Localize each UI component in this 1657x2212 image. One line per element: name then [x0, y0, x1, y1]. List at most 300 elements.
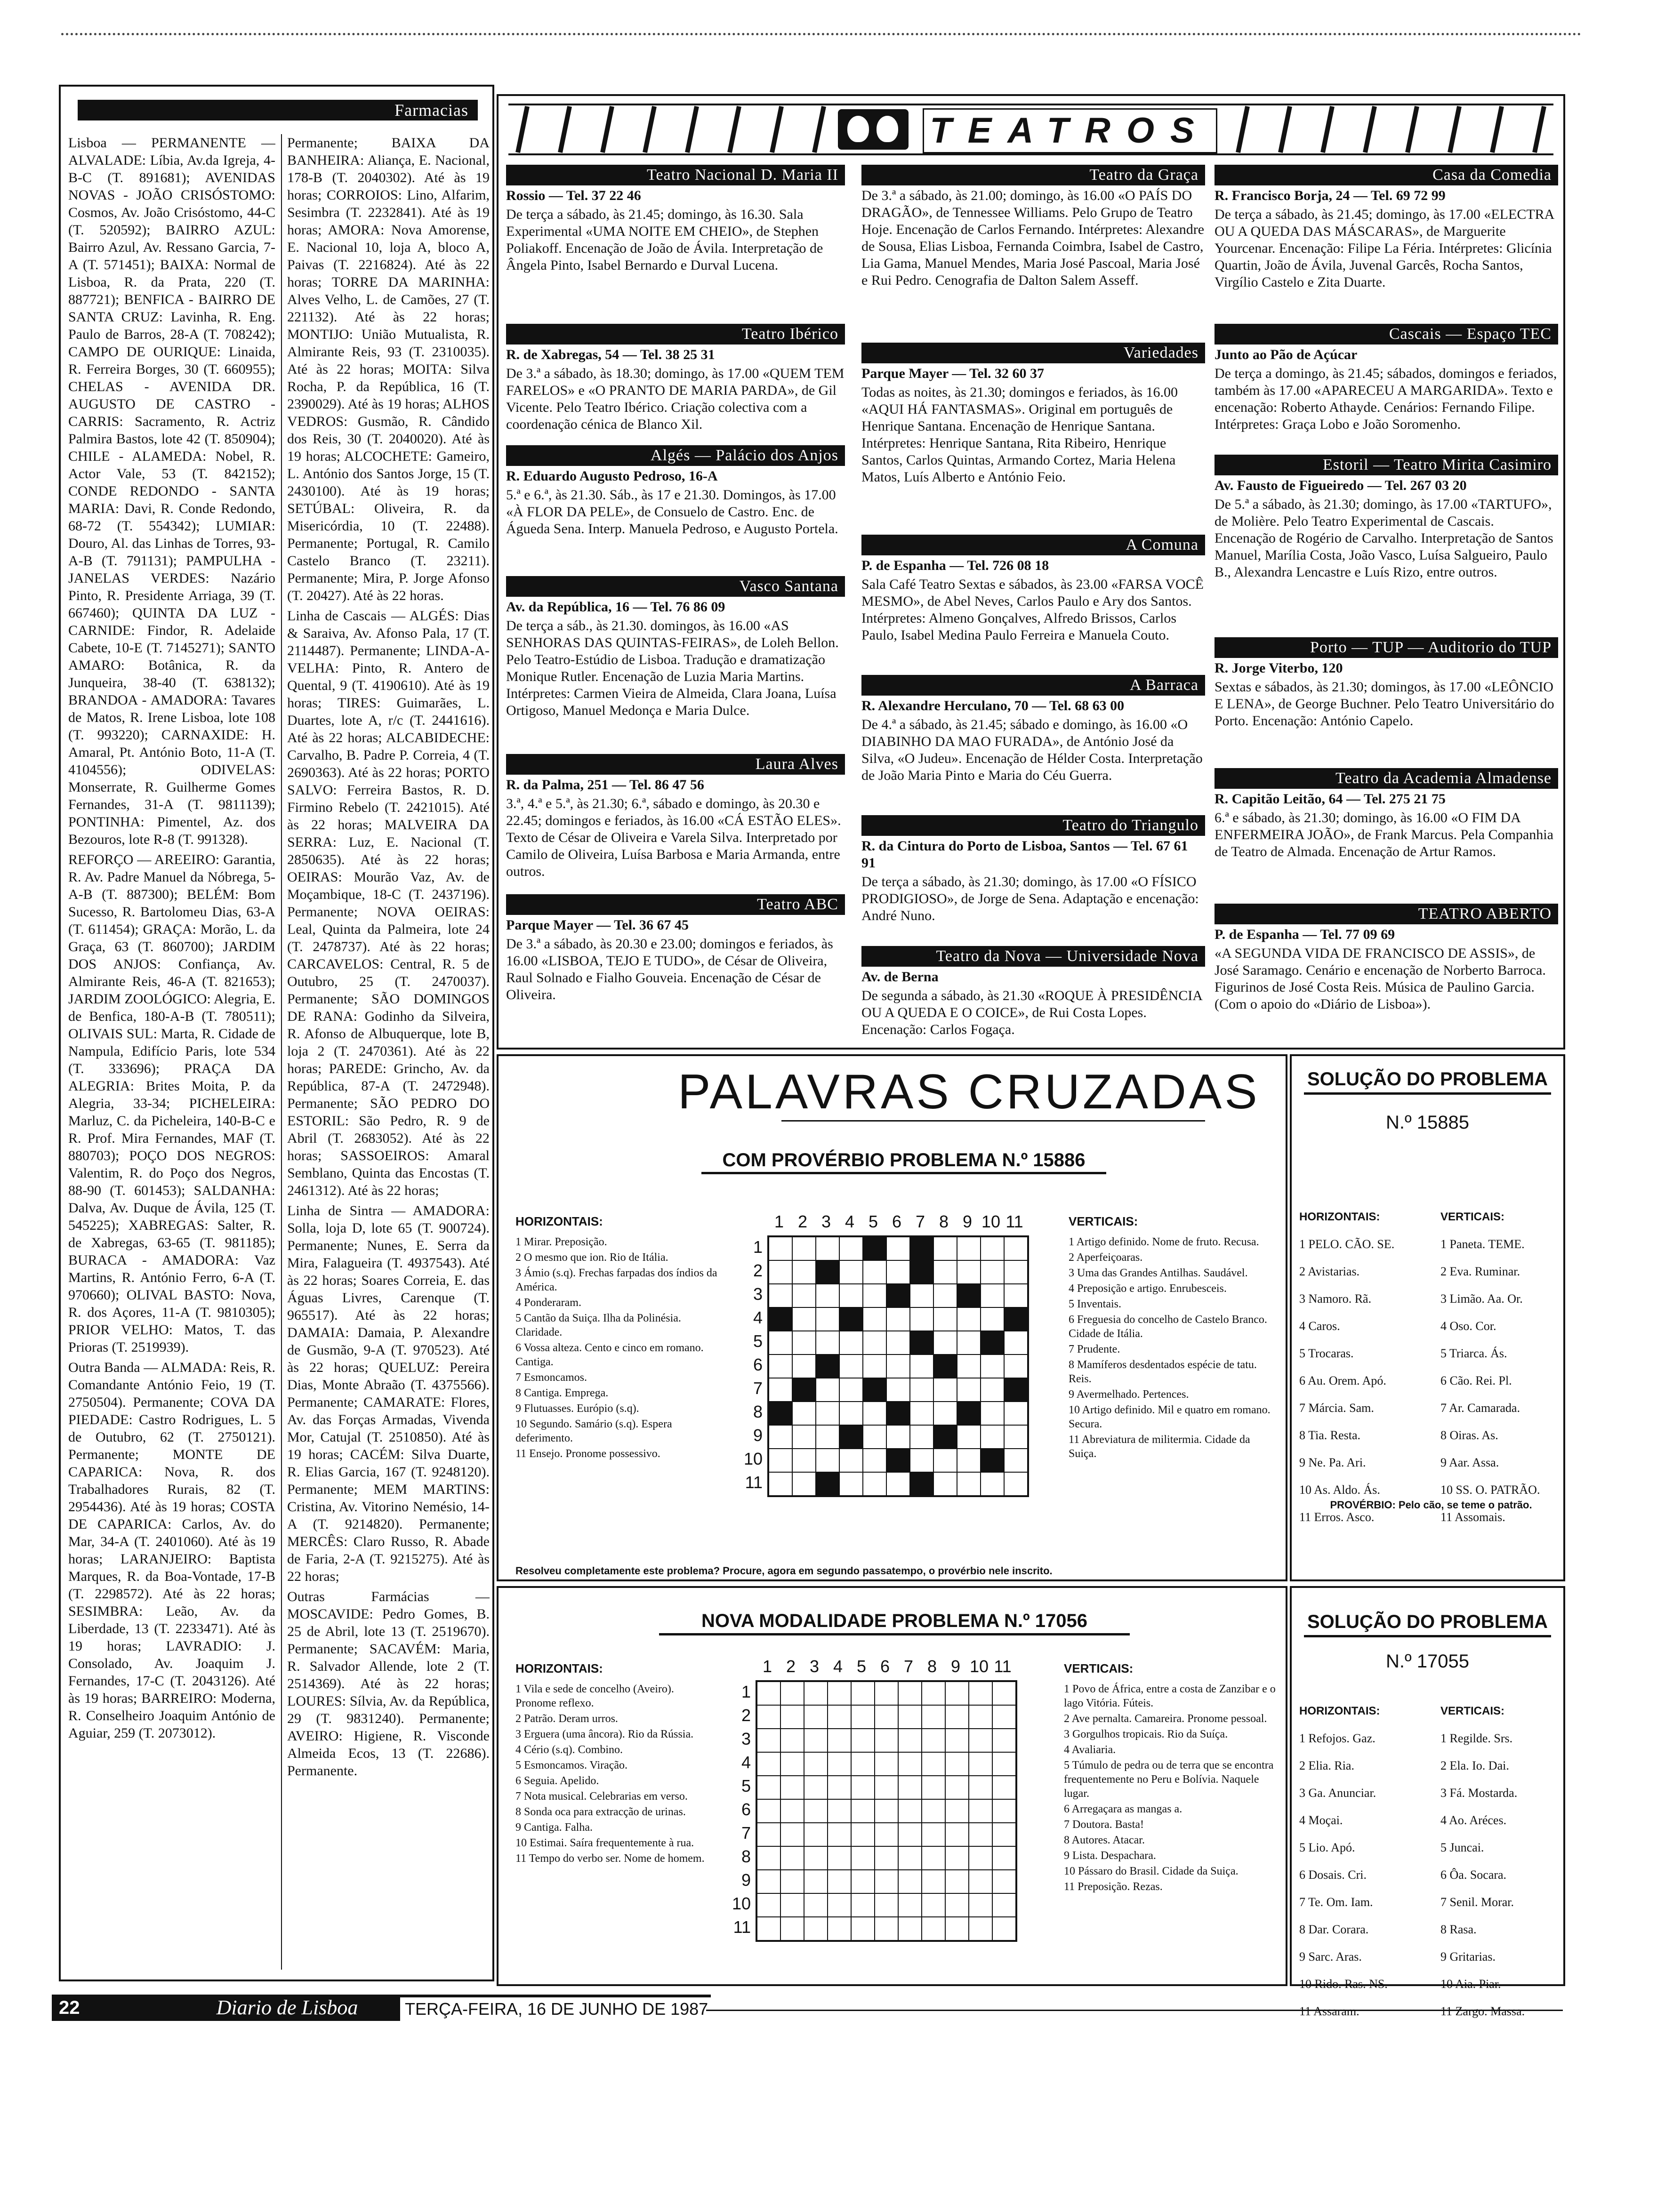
- grid-cell[interactable]: [945, 1752, 969, 1776]
- grid-cell[interactable]: [816, 1449, 839, 1472]
- grid-cell[interactable]: [792, 1425, 816, 1449]
- solution-vertical: 9 Gritarias.: [1440, 1950, 1496, 1964]
- grid-cell[interactable]: [910, 1402, 933, 1425]
- grid-cell[interactable]: [957, 1331, 981, 1354]
- grid-cell[interactable]: [945, 1917, 969, 1940]
- grid-cell[interactable]: [828, 1917, 851, 1940]
- grid-cell[interactable]: [816, 1378, 839, 1402]
- grid-cell[interactable]: [804, 1846, 828, 1870]
- a-barraca-title: A Barraca: [861, 675, 1205, 696]
- solution-2-horizontais: [1299, 1731, 1440, 2019]
- grid-cell[interactable]: [792, 1260, 816, 1284]
- grid-cell[interactable]: [945, 1823, 969, 1846]
- grid-cell[interactable]: [945, 1846, 969, 1870]
- clue-horizontal: 4 Ponderaram.: [515, 1297, 581, 1309]
- grid-cell[interactable]: [757, 1846, 780, 1870]
- grid-row-number: 3: [753, 1284, 763, 1304]
- grid-cell[interactable]: [1004, 1331, 1028, 1354]
- grid-cell[interactable]: [804, 1870, 828, 1893]
- grid-cell[interactable]: [769, 1449, 792, 1472]
- grid-cell[interactable]: [828, 1823, 851, 1846]
- grid-cell[interactable]: [863, 1449, 886, 1472]
- grid-cell[interactable]: [780, 1705, 804, 1729]
- grid-cell[interactable]: [886, 1237, 910, 1260]
- grid-cell[interactable]: [922, 1893, 945, 1917]
- grid-row-number: 11: [733, 1917, 751, 1937]
- grid-cell[interactable]: [922, 1705, 945, 1729]
- grid-cell[interactable]: [780, 1729, 804, 1752]
- grid-column-number: 5: [868, 1212, 878, 1231]
- grid-cell[interactable]: [992, 1893, 1016, 1917]
- grid-cell[interactable]: [933, 1237, 957, 1260]
- grid-cell[interactable]: [969, 1752, 992, 1776]
- grid-cell[interactable]: [886, 1354, 910, 1378]
- grid-cell[interactable]: [757, 1917, 780, 1940]
- grid-cell[interactable]: [757, 1893, 780, 1917]
- grid-cell[interactable]: [863, 1307, 886, 1331]
- teatro-nova-title: Teatro da Nova — Universidade Nova: [861, 946, 1205, 967]
- grid-cell[interactable]: [839, 1331, 863, 1354]
- grid-cell[interactable]: [981, 1260, 1004, 1284]
- grid-cell[interactable]: [886, 1378, 910, 1402]
- grid-cell[interactable]: [910, 1472, 933, 1496]
- grid-row-number: 9: [753, 1426, 763, 1445]
- clue-horizontal: 7 Nota musical. Celebrarias em verso.: [515, 1790, 688, 1803]
- grid-cell[interactable]: [839, 1472, 863, 1496]
- grid-cell[interactable]: [780, 1776, 804, 1799]
- espaco-tec-body: De terça a domingo, às 21.45; sábados, domingos e feriados, também às 17.00 «APARECEU A MARGARIDA». Texto e encenação: Roberto Athayde. Cenários: Fernando Filipe. Intérpretes: Graça Lobo e João Soromenho.: [1215, 366, 1557, 432]
- grid-cell[interactable]: [757, 1776, 780, 1799]
- teatros-column-2: [861, 165, 1205, 1045]
- grid-cell[interactable]: [886, 1331, 910, 1354]
- grid-cell[interactable]: [933, 1354, 957, 1378]
- grid-cell[interactable]: [851, 1682, 875, 1705]
- clue-horizontal: 5 Cantão da Suiça. Ilha da Polinésia. Claridade.: [515, 1312, 681, 1338]
- grid-cell[interactable]: [816, 1260, 839, 1284]
- solution-vertical: 10 Aia. Piar.: [1440, 1977, 1501, 1991]
- grid-cell[interactable]: [851, 1893, 875, 1917]
- grid-cell[interactable]: [769, 1237, 792, 1260]
- grid-cell[interactable]: [922, 1752, 945, 1776]
- grid-cell[interactable]: [922, 1799, 945, 1823]
- grid-cell[interactable]: [910, 1237, 933, 1260]
- grid-cell[interactable]: [863, 1425, 886, 1449]
- theatre-masks-icon: [838, 109, 909, 150]
- grid-cell[interactable]: [780, 1893, 804, 1917]
- grid-cell[interactable]: [898, 1870, 922, 1893]
- grid-cell[interactable]: [757, 1729, 780, 1752]
- clue-vertical: 5 Túmulo de pedra ou de terra que se encontra frequentemente no Peru e Bolívia. Naquele lugar.: [1064, 1759, 1274, 1800]
- palacio-anjos-entry: [506, 468, 845, 576]
- grid-cell[interactable]: [792, 1331, 816, 1354]
- grid-cell[interactable]: [945, 1729, 969, 1752]
- grid-cell[interactable]: [922, 1776, 945, 1799]
- grid-cell[interactable]: [792, 1284, 816, 1307]
- grid-cell[interactable]: [945, 1799, 969, 1823]
- grid-cell[interactable]: [851, 1870, 875, 1893]
- grid-cell[interactable]: [969, 1705, 992, 1729]
- grid-cell[interactable]: [886, 1402, 910, 1425]
- grid-cell[interactable]: [828, 1705, 851, 1729]
- grid-cell[interactable]: [780, 1846, 804, 1870]
- grid-cell[interactable]: [898, 1682, 922, 1705]
- grid-cell[interactable]: [828, 1682, 851, 1705]
- grid-cell[interactable]: [898, 1752, 922, 1776]
- grid-cell[interactable]: [1004, 1472, 1028, 1496]
- grid-cell[interactable]: [851, 1917, 875, 1940]
- grid-cell[interactable]: [769, 1331, 792, 1354]
- solution-vertical: 5 Juncai.: [1440, 1841, 1484, 1854]
- grid-cell[interactable]: [992, 1870, 1016, 1893]
- grid-cell[interactable]: [910, 1378, 933, 1402]
- grid-cell[interactable]: [875, 1799, 898, 1823]
- grid-cell[interactable]: [933, 1331, 957, 1354]
- grid-cell[interactable]: [898, 1705, 922, 1729]
- grid-cell[interactable]: [769, 1425, 792, 1449]
- grid-cell[interactable]: [804, 1752, 828, 1776]
- clue-vertical: 7 Prudente.: [1069, 1343, 1120, 1355]
- grid-cell[interactable]: [863, 1472, 886, 1496]
- grid-cell[interactable]: [981, 1472, 1004, 1496]
- grid-cell[interactable]: [981, 1237, 1004, 1260]
- grid-cell[interactable]: [969, 1870, 992, 1893]
- grid-column-number: 9: [950, 1657, 961, 1676]
- casa-comedia-entry: [1215, 187, 1558, 324]
- grid-cell[interactable]: [933, 1284, 957, 1307]
- grid-cell[interactable]: [886, 1425, 910, 1449]
- grid-cell[interactable]: [804, 1799, 828, 1823]
- grid-cell[interactable]: [769, 1472, 792, 1496]
- grid-cell[interactable]: [898, 1729, 922, 1752]
- grid-row-number: 5: [741, 1776, 751, 1795]
- grid-cell[interactable]: [816, 1472, 839, 1496]
- page-number: 22: [59, 1997, 80, 2018]
- grid-cell[interactable]: [816, 1402, 839, 1425]
- grid-cell[interactable]: [898, 1823, 922, 1846]
- grid-cell[interactable]: [804, 1705, 828, 1729]
- grid-cell[interactable]: [981, 1331, 1004, 1354]
- grid-cell[interactable]: [1004, 1237, 1028, 1260]
- grid-cell[interactable]: [792, 1402, 816, 1425]
- grid-cell[interactable]: [816, 1331, 839, 1354]
- grid-cell[interactable]: [886, 1472, 910, 1496]
- espaco-tec-entry: [1215, 346, 1558, 455]
- grid-cell[interactable]: [981, 1378, 1004, 1402]
- grid-cell[interactable]: [863, 1402, 886, 1425]
- grid-cell[interactable]: [1004, 1425, 1028, 1449]
- grid-cell[interactable]: [957, 1472, 981, 1496]
- grid-cell[interactable]: [992, 1846, 1016, 1870]
- grid-cell[interactable]: [769, 1354, 792, 1378]
- grid-cell[interactable]: [981, 1449, 1004, 1472]
- footer-rule: [706, 2010, 1563, 2011]
- grid-cell[interactable]: [922, 1729, 945, 1752]
- grid-cell[interactable]: [875, 1752, 898, 1776]
- solution-1-verticais: [1440, 1237, 1563, 1525]
- grid-cell[interactable]: [792, 1307, 816, 1331]
- grid-cell[interactable]: [992, 1799, 1016, 1823]
- solution-horizontal: 5 Lio. Apó.: [1299, 1841, 1355, 1854]
- grid-cell[interactable]: [945, 1705, 969, 1729]
- solution-vertical: 8 Rasa.: [1440, 1923, 1477, 1936]
- clue-horizontal: 6 Seguia. Apelido.: [515, 1775, 599, 1787]
- grid-cell[interactable]: [957, 1402, 981, 1425]
- grid-cell[interactable]: [969, 1823, 992, 1846]
- grid-row-number: 2: [741, 1706, 751, 1725]
- grid-cell[interactable]: [969, 1776, 992, 1799]
- grid-cell[interactable]: [851, 1799, 875, 1823]
- grid-cell[interactable]: [757, 1823, 780, 1846]
- grid-cell[interactable]: [828, 1870, 851, 1893]
- grid-cell[interactable]: [828, 1776, 851, 1799]
- grid-cell[interactable]: [957, 1449, 981, 1472]
- grid-cell[interactable]: [922, 1682, 945, 1705]
- grid-cell[interactable]: [828, 1799, 851, 1823]
- grid-column-number: 9: [962, 1212, 973, 1231]
- grid-cell[interactable]: [922, 1846, 945, 1870]
- grid-cell[interactable]: [981, 1402, 1004, 1425]
- grid-cell[interactable]: [757, 1870, 780, 1893]
- grid-cell[interactable]: [875, 1729, 898, 1752]
- solution-1-verticais-label: VERTICAIS:: [1440, 1210, 1505, 1223]
- grid-cell[interactable]: [969, 1682, 992, 1705]
- grid-cell[interactable]: [969, 1893, 992, 1917]
- grid-cell[interactable]: [898, 1893, 922, 1917]
- grid-cell[interactable]: [839, 1260, 863, 1284]
- grid-cell[interactable]: [898, 1776, 922, 1799]
- grid-cell[interactable]: [992, 1776, 1016, 1799]
- grid-cell[interactable]: [981, 1354, 1004, 1378]
- grid-cell[interactable]: [969, 1917, 992, 1940]
- crossword-1-title: COM PROVÉRBIO PROBLEMA N.º 15886: [701, 1148, 1106, 1174]
- grid-cell[interactable]: [839, 1402, 863, 1425]
- grid-cell[interactable]: [792, 1378, 816, 1402]
- palacio-anjos-title: Algés — Palácio dos Anjos: [506, 445, 845, 466]
- grid-cell[interactable]: [816, 1284, 839, 1307]
- grid-cell[interactable]: [875, 1823, 898, 1846]
- grid-cell[interactable]: [886, 1260, 910, 1284]
- grid-cell[interactable]: [780, 1799, 804, 1823]
- clue-vertical: 1 Artigo definido. Nome de fruto. Recusa.: [1069, 1236, 1259, 1248]
- grid-cell[interactable]: [875, 1776, 898, 1799]
- solution-horizontal: 1 Refojos. Gaz.: [1299, 1731, 1375, 1745]
- grid-cell[interactable]: [992, 1729, 1016, 1752]
- grid-cell[interactable]: [780, 1823, 804, 1846]
- grid-cell[interactable]: [757, 1752, 780, 1776]
- grid-cell[interactable]: [816, 1425, 839, 1449]
- a-comuna-address: P. de Espanha — Tel. 726 08 18: [861, 558, 1049, 573]
- grid-cell[interactable]: [910, 1260, 933, 1284]
- grid-cell[interactable]: [804, 1729, 828, 1752]
- grid-cell[interactable]: [757, 1705, 780, 1729]
- grid-cell[interactable]: [933, 1472, 957, 1496]
- grid-cell[interactable]: [792, 1449, 816, 1472]
- grid-cell[interactable]: [957, 1425, 981, 1449]
- grid-cell[interactable]: [1004, 1378, 1028, 1402]
- espaco-tec-address: Junto ao Pão de Açúcar: [1215, 347, 1358, 362]
- grid-cell[interactable]: [957, 1260, 981, 1284]
- grid-cell[interactable]: [875, 1846, 898, 1870]
- grid-cell[interactable]: [851, 1729, 875, 1752]
- grid-cell[interactable]: [792, 1237, 816, 1260]
- grid-cell[interactable]: [828, 1752, 851, 1776]
- grid-cell[interactable]: [780, 1752, 804, 1776]
- grid-column-number: 8: [927, 1657, 937, 1676]
- grid-cell[interactable]: [828, 1893, 851, 1917]
- grid-cell[interactable]: [769, 1307, 792, 1331]
- grid-cell[interactable]: [886, 1307, 910, 1331]
- vasco-santana-title: Vasco Santana: [506, 576, 845, 597]
- grid-cell[interactable]: [804, 1917, 828, 1940]
- grid-cell[interactable]: [898, 1917, 922, 1940]
- grid-cell[interactable]: [816, 1307, 839, 1331]
- grid-cell[interactable]: [898, 1846, 922, 1870]
- grid-cell[interactable]: [792, 1472, 816, 1496]
- grid-cell[interactable]: [992, 1752, 1016, 1776]
- grid-row-number: 6: [753, 1355, 763, 1374]
- grid-cell[interactable]: [898, 1799, 922, 1823]
- grid-cell[interactable]: [922, 1917, 945, 1940]
- grid-cell[interactable]: [992, 1823, 1016, 1846]
- grid-cell[interactable]: [1004, 1284, 1028, 1307]
- grid-cell[interactable]: [780, 1870, 804, 1893]
- grid-cell[interactable]: [957, 1378, 981, 1402]
- grid-row-number: 8: [741, 1847, 751, 1866]
- solution-horizontal: 11 Erros. Asco.: [1299, 1510, 1375, 1524]
- grid-cell[interactable]: [863, 1237, 886, 1260]
- grid-cell[interactable]: [839, 1237, 863, 1260]
- grid-cell[interactable]: [922, 1870, 945, 1893]
- grid-cell[interactable]: [933, 1307, 957, 1331]
- grid-cell[interactable]: [863, 1284, 886, 1307]
- grid-cell[interactable]: [933, 1402, 957, 1425]
- crossword-1-verticais: [1069, 1214, 1276, 1544]
- clue-vertical: 11 Preposição. Rezas.: [1064, 1881, 1163, 1893]
- grid-cell[interactable]: [816, 1237, 839, 1260]
- grid-cell[interactable]: [910, 1284, 933, 1307]
- grid-column-number: 5: [856, 1657, 867, 1676]
- grid-cell[interactable]: [804, 1893, 828, 1917]
- grid-cell[interactable]: [769, 1402, 792, 1425]
- grid-cell[interactable]: [780, 1682, 804, 1705]
- grid-cell[interactable]: [957, 1307, 981, 1331]
- grid-cell[interactable]: [851, 1846, 875, 1870]
- grid-column-number: 10: [981, 1212, 1001, 1231]
- grid-cell[interactable]: [969, 1729, 992, 1752]
- grid-cell[interactable]: [828, 1846, 851, 1870]
- grid-cell[interactable]: [804, 1682, 828, 1705]
- grid-cell[interactable]: [839, 1307, 863, 1331]
- grid-cell[interactable]: [981, 1425, 1004, 1449]
- grid-cell[interactable]: [875, 1893, 898, 1917]
- crossword-2-horizontais-label: HORIZONTAIS:: [515, 1661, 603, 1675]
- grid-cell[interactable]: [875, 1917, 898, 1940]
- grid-cell[interactable]: [945, 1893, 969, 1917]
- grid-cell[interactable]: [851, 1752, 875, 1776]
- grid-cell[interactable]: [886, 1284, 910, 1307]
- laura-alves-body: 3.ª, 4.ª e 5.ª, às 21.30; 6.ª, sábado e domingo, às 20.30 e 22.45; domingos e feriados, às 16.00 «CÁ ESTÃO ELES». Texto de César de Oliveira e Varela Silva. Interpretado por Camilo de Oliveira, Luísa Barbosa e Maria Armanda, entre outros.: [506, 796, 841, 879]
- grid-cell[interactable]: [875, 1682, 898, 1705]
- grid-cell[interactable]: [839, 1449, 863, 1472]
- grid-cell[interactable]: [1004, 1449, 1028, 1472]
- grid-cell[interactable]: [863, 1378, 886, 1402]
- grid-cell[interactable]: [780, 1917, 804, 1940]
- grid-cell[interactable]: [769, 1260, 792, 1284]
- grid-cell[interactable]: [1004, 1260, 1028, 1284]
- grid-cell[interactable]: [981, 1307, 1004, 1331]
- grid-cell[interactable]: [839, 1378, 863, 1402]
- grid-cell[interactable]: [851, 1823, 875, 1846]
- grid-cell[interactable]: [769, 1284, 792, 1307]
- grid-cell[interactable]: [992, 1917, 1016, 1940]
- grid-cell[interactable]: [933, 1260, 957, 1284]
- grid-cell[interactable]: [922, 1823, 945, 1846]
- grid-cell[interactable]: [933, 1425, 957, 1449]
- grid-cell[interactable]: [1004, 1402, 1028, 1425]
- grid-cell[interactable]: [910, 1354, 933, 1378]
- grid-cell[interactable]: [945, 1776, 969, 1799]
- grid-cell[interactable]: [992, 1682, 1016, 1705]
- grid-cell[interactable]: [863, 1354, 886, 1378]
- grid-cell[interactable]: [792, 1354, 816, 1378]
- grid-cell[interactable]: [851, 1705, 875, 1729]
- variedades-title: Variedades: [861, 343, 1205, 363]
- grid-cell[interactable]: [769, 1378, 792, 1402]
- teatro-triangulo-address: R. da Cintura do Porto de Lisboa, Santos — Tel. 67 61 91: [861, 838, 1188, 871]
- farmacias-margem-sul: Permanente; BAIXA DA BANHEIRA: Aliança, E. Nacional, 178-B (T. 2040302). Até às 19 horas; CORROIOS: Lino, Alfarim, Sesimbra (T. 2232841). Até às 19 horas; AMORA: Nova Amorense, E. Nacional 10, loja A, bloco A, Paivas (T. 2216824). Até às 22 horas; TORRE DA MARINHA: Alves Velho, L. de Camões, 27 (T. 221132). Até às 22 horas; MONTIJO: União Mutualista, R. Almirante Reis, 93 (T. 2310035). Até às 22 horas; MOITA: Silva Rocha, P. da República, 16 (T. 2390029). Até às 19 horas; ALHOS VEDROS: Gusmão, R. Cândido dos Reis, 30 (T. 2040020). Até às 19 horas; ALCOCHETE: Gameiro, L. António dos Santos Jorge, 15 (T. 2430100). Até às 19 horas; SETÚBAL: Oliveira, R. da Misericórdia, 10 (T. 22488). Permanente; Portugal, R. Camilo Castelo Branco (T. 23211). Permanente; Mira, P. Jorge Afonso (T. 20427). Até às 22 horas.: [287, 135, 490, 603]
- grid-cell[interactable]: [804, 1823, 828, 1846]
- grid-cell[interactable]: [957, 1354, 981, 1378]
- clue-vertical: 6 Arregaçara as mangas a.: [1064, 1803, 1182, 1815]
- grid-cell[interactable]: [757, 1799, 780, 1823]
- grid-cell[interactable]: [804, 1776, 828, 1799]
- grid-cell[interactable]: [910, 1425, 933, 1449]
- grid-cell[interactable]: [839, 1284, 863, 1307]
- clue-horizontal: 10 Segundo. Samário (s.q). Espera deferimento.: [515, 1418, 672, 1444]
- solution-vertical: 11 Assomais.: [1440, 1510, 1505, 1524]
- grid-cell[interactable]: [839, 1425, 863, 1449]
- teatro-nacional-title: Teatro Nacional D. Maria II: [506, 165, 845, 185]
- grid-cell[interactable]: [863, 1260, 886, 1284]
- grid-cell[interactable]: [969, 1799, 992, 1823]
- grid-cell[interactable]: [957, 1284, 981, 1307]
- grid-cell[interactable]: [957, 1237, 981, 1260]
- grid-cell[interactable]: [875, 1705, 898, 1729]
- grid-cell[interactable]: [969, 1846, 992, 1870]
- clue-horizontal: 2 O mesmo que ion. Rio de Itália.: [515, 1251, 668, 1264]
- grid-cell[interactable]: [945, 1682, 969, 1705]
- grid-cell[interactable]: [1004, 1354, 1028, 1378]
- grid-cell[interactable]: [1004, 1307, 1028, 1331]
- clue-vertical: 9 Lista. Despachara.: [1064, 1850, 1156, 1862]
- grid-cell[interactable]: [910, 1449, 933, 1472]
- grid-cell[interactable]: [933, 1378, 957, 1402]
- grid-cell[interactable]: [933, 1449, 957, 1472]
- grid-cell[interactable]: [816, 1354, 839, 1378]
- grid-cell[interactable]: [910, 1331, 933, 1354]
- grid-cell[interactable]: [851, 1776, 875, 1799]
- grid-cell[interactable]: [992, 1705, 1016, 1729]
- grid-cell[interactable]: [886, 1449, 910, 1472]
- grid-cell[interactable]: [945, 1870, 969, 1893]
- grid-cell[interactable]: [839, 1354, 863, 1378]
- grid-cell[interactable]: [757, 1682, 780, 1705]
- grid-cell[interactable]: [863, 1331, 886, 1354]
- grid-cell[interactable]: [875, 1870, 898, 1893]
- grid-cell[interactable]: [828, 1729, 851, 1752]
- grid-cell[interactable]: [981, 1284, 1004, 1307]
- grid-cell[interactable]: [910, 1307, 933, 1331]
